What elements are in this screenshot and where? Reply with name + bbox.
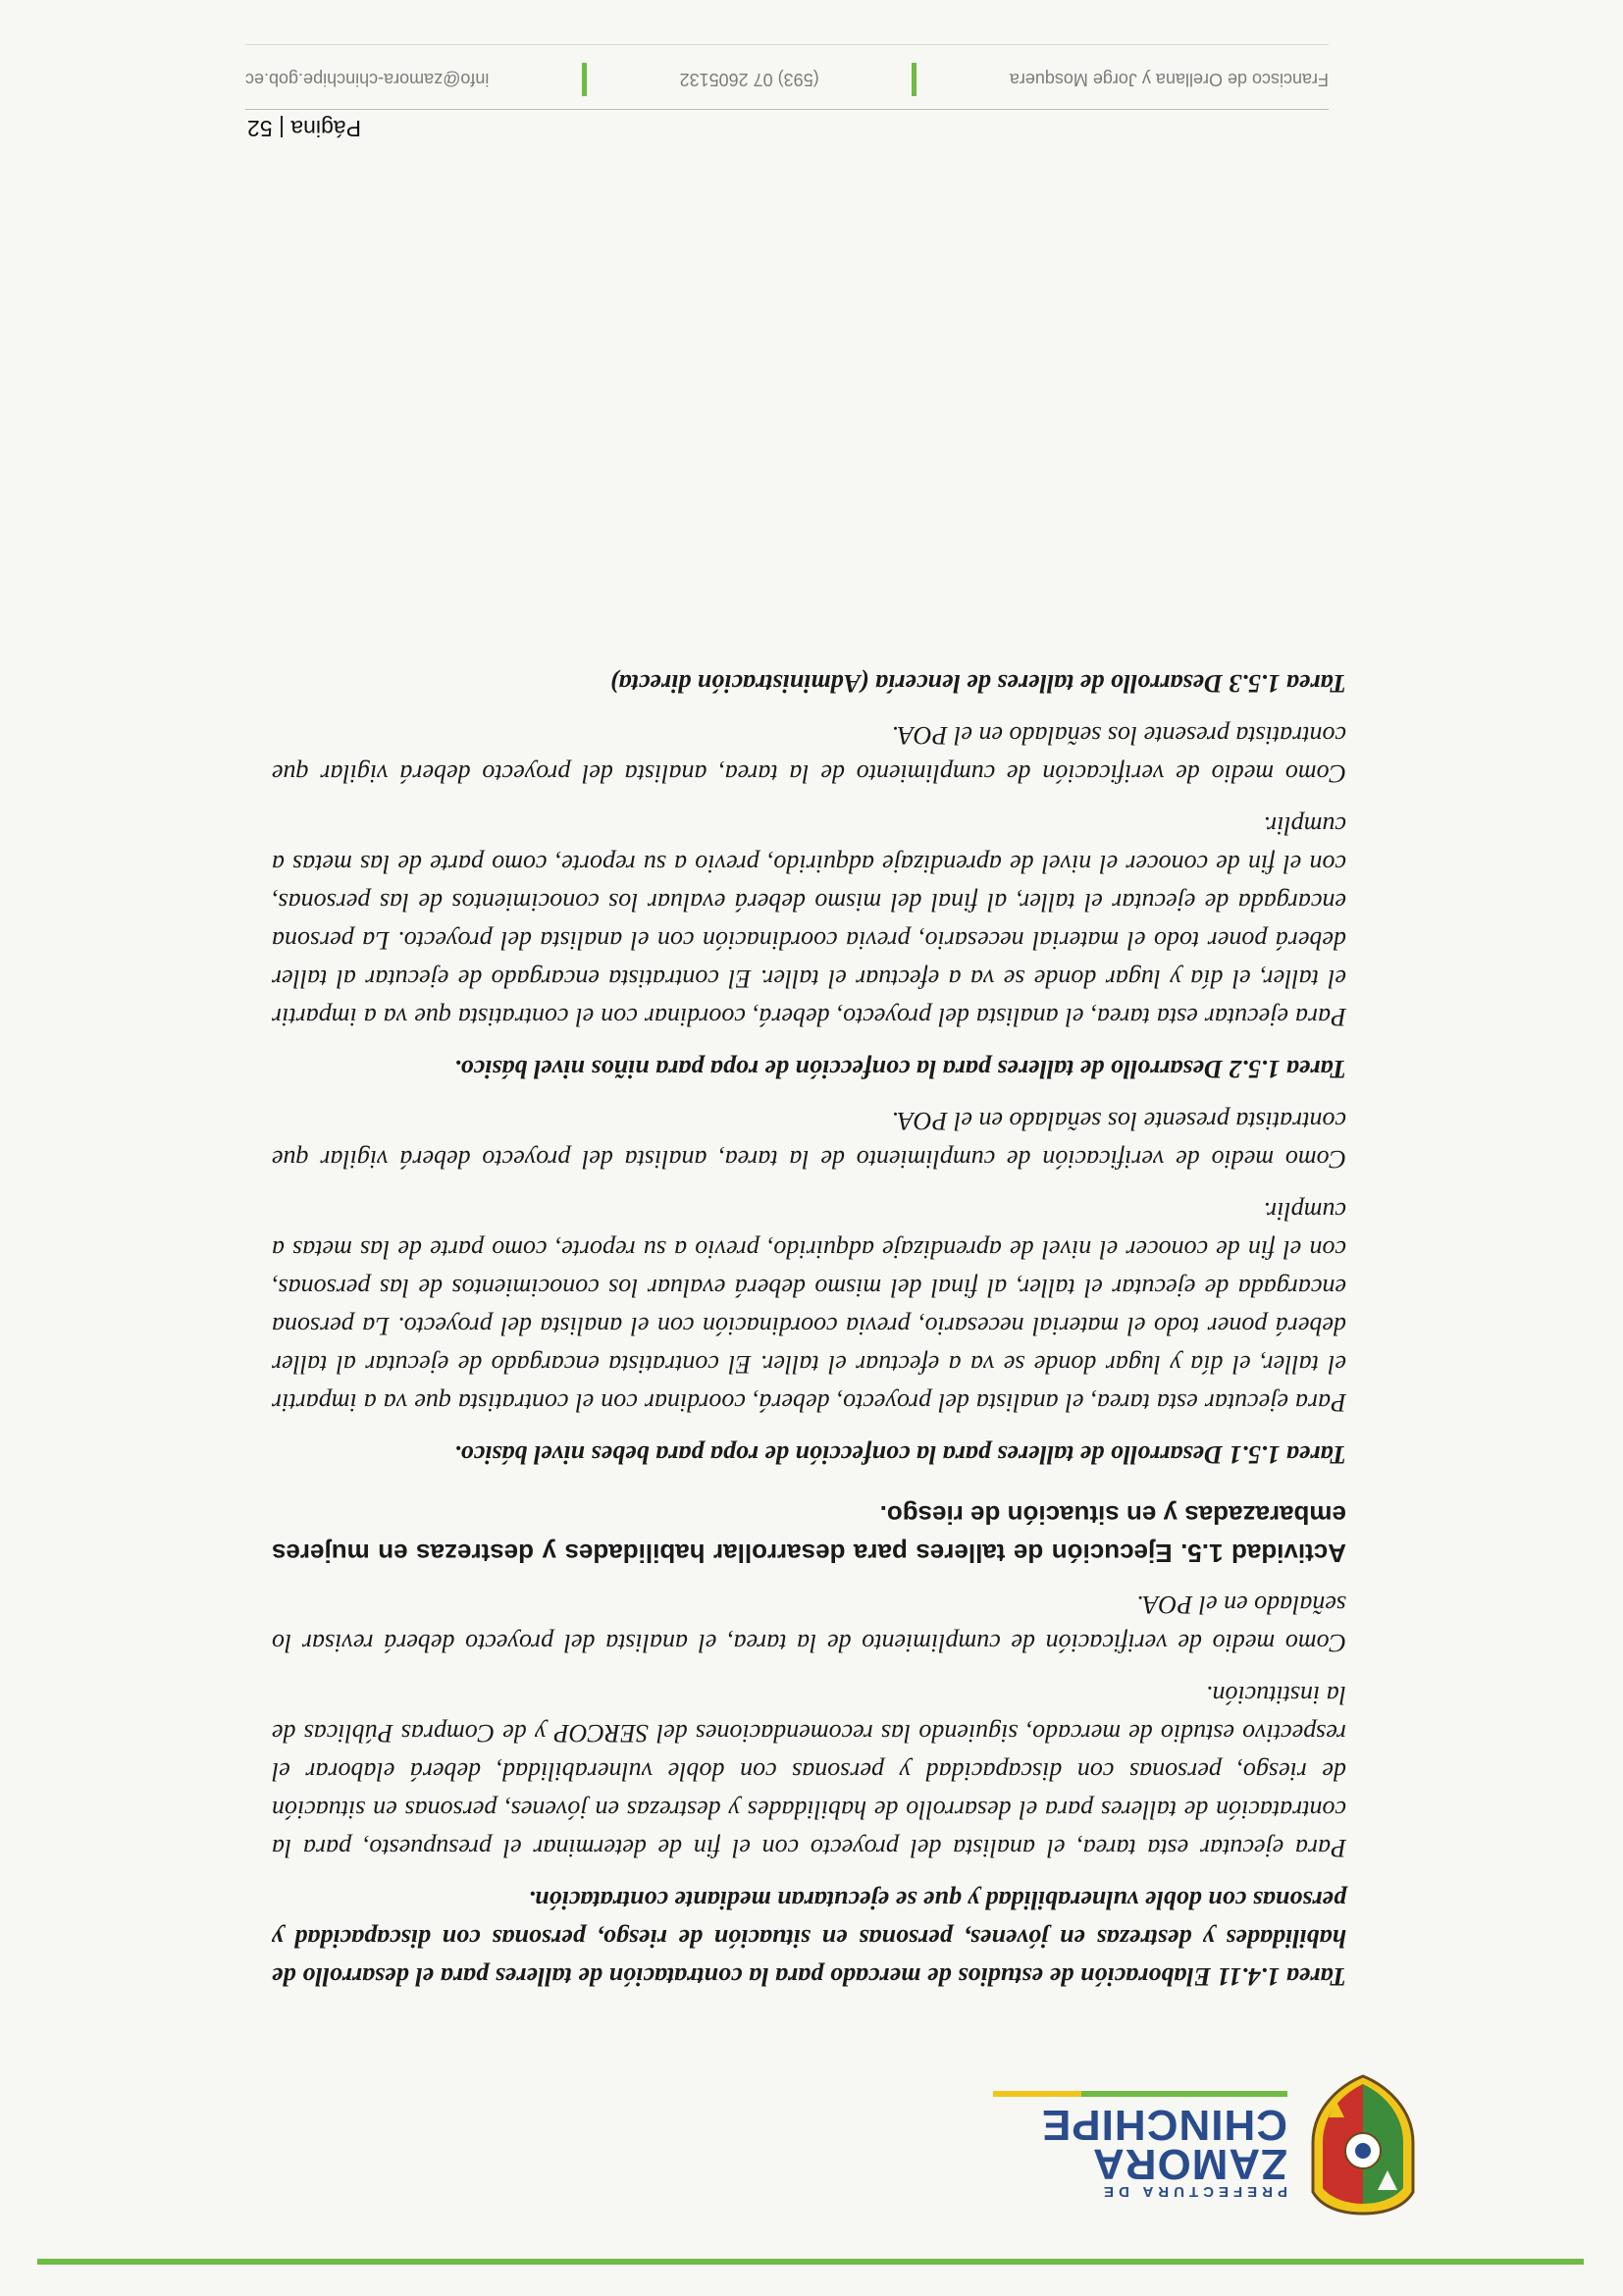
task-1-5-2-paragraph-2: Como medio de verificación de cumplimiento de la tarea, analista del proyecto deberá vigilar que contratista presente los señalado en el POA. — [272, 721, 1346, 788]
task-1-5-2-paragraph-1: Para ejecutar esta tarea, el analista del proyecto, deberá, coordinar con el contratista que va a impartir el taller, el día y lugar donde se va a efectuar el taller. El contratista encargado de ejecutar al taller deberá poner todo el material necesario, previa coordinación con el analista del proyecto. La persona encargada de ejecutar el taller, al final del mismo deberá evaluar los conocimientos de las personas, con el fin de conocer el nivel de aprendizaje adquirido, previo a su reporte, como parte de las metas a cumplir. — [272, 811, 1346, 1031]
task-1-5-1-paragraph-1: Para ejecutar esta tarea, el analista del proyecto, deberá, coordinar con el contratista que va a impartir el taller, el día y lugar donde se va a efectuar el taller. El contratista encargado de ejecutar al taller deberá poner todo el material necesario, previa coordinación con el analista del proyecto. La persona encargada de ejecutar el taller, al final del mismo deberá evaluar los conocimientos de las personas, con el fin de conocer el nivel de aprendizaje adquirido, previo a su reporte, como parte de las metas a cumplir. — [272, 1197, 1346, 1417]
task-1-5-3-title: Tarea 1.5.3 Desarrollo de talleres de lencería (Administración directa) — [609, 669, 1346, 698]
footer-rule — [245, 109, 1329, 110]
task-1-4-11-paragraph-1: Para ejecutar esta tarea, el analista del proyecto con el fin de determinar el presupuesto, para la contratación de talleres para el desarrollo de habilidades y destrezas en jóvenes, personas en situación de riesgo, personas con discapacidad y personas con doble vulnerabilidad, deberá elaborar el respectivo estudio de mercado, siguiendo las recomendaciones del SERCOP y de Compras Públicas de la institución. — [272, 1681, 1346, 1862]
task-1-5-2-title: Tarea 1.5.2 Desarrollo de talleres para la confección de ropa para niños nivel básico. — [453, 1055, 1346, 1083]
logo-line-2: ZAMORA — [1091, 2140, 1287, 2188]
logo-color-bar — [993, 2091, 1287, 2097]
footer-address: Francisco de Orellana y Jorge Mosquera — [1009, 70, 1329, 90]
header-rule — [37, 2259, 1584, 2265]
task-1-4-11-title: Tarea 1.4.11 Elaboración de estudios de mercado para la contratación de talleres para el desarrollo de habilidades y destrezas en jóvenes, personas en situación de riesgo, personas con discapacidad y personas con doble vulnerabilidad y que se ejecutaran mediante contratación. — [272, 1886, 1346, 1991]
logo-line-1: PREFECTURA DE — [1099, 2183, 1287, 2200]
footer-bottom-rule — [245, 44, 1329, 45]
document-body — [272, 651, 1346, 1996]
task-1-5-1-title: Tarea 1.5.1 Desarrollo de talleres para la confección de ropa para bebes nivel básico. — [454, 1440, 1346, 1469]
page-footer — [0, 14, 1623, 141]
footer-email: info@zamora-chinchipe.gob.ec — [245, 70, 490, 90]
activity-1-5-title: Actividad 1.5. Ejecución de talleres para desarrollar habilidades y destrezas en mujeres embarazadas y en situación de riesgo. — [272, 1500, 1346, 1568]
logo-text — [993, 2091, 1287, 2200]
task-1-5-1-paragraph-2: Como medio de verificación de cumplimiento de la tarea, analista del proyecto deberá vigilar que contratista presente los señalado en el POA. — [272, 1107, 1346, 1174]
footer-phone: (593) 07 2605132 — [679, 70, 819, 90]
coat-of-arms-icon — [1299, 2072, 1427, 2219]
logo-line-3: CHINCHIPE — [1040, 2101, 1287, 2149]
task-1-4-11-paragraph-2: Como medio de verificación de cumplimiento de la tarea, el analista del proyecto deberá revisar lo señalado en el POA. — [272, 1591, 1346, 1657]
prefectura-logo — [877, 2072, 1427, 2219]
footer-separator — [582, 63, 587, 96]
footer-contact — [245, 63, 1329, 96]
footer-separator — [912, 63, 916, 96]
page-number: Página | 52 — [247, 116, 361, 141]
